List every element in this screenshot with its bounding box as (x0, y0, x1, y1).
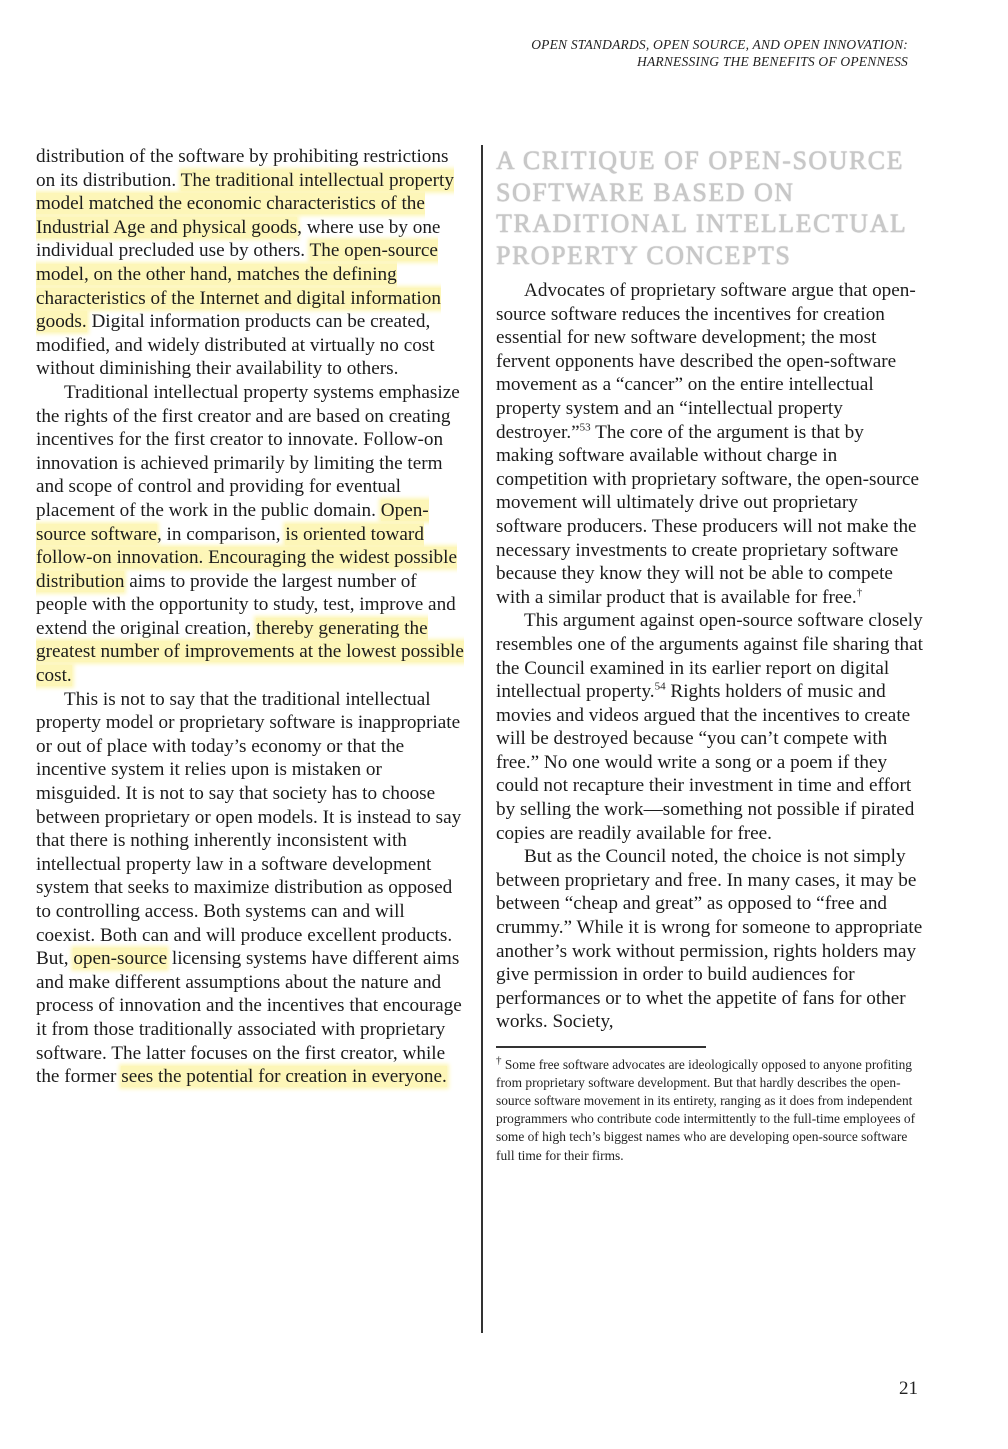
text: , where use by one individual precluded use by others. (36, 216, 441, 262)
highlighted-text: thereby generating the greatest number of improvements at the lowest possible cost. (36, 617, 464, 687)
text: Digital information products can be created, modified, and widely distributed at virtually no cost without diminishing their availability to others. (36, 311, 435, 380)
paragraph (36, 145, 466, 381)
paragraph: But as the Council noted, the choice is not simply between proprietary and free. In many cases, it may be between “cheap and great” as opposed to “free and crummy.” While it is wrong for someone to appropriate another’s work without permission, rights holders may give permission in order to build audiences for performances or to whet the appetite of fans for other works. Society, (496, 846, 923, 1033)
paragraph (496, 609, 926, 845)
paragraph (36, 381, 466, 688)
footnote-ref[interactable]: † (856, 586, 863, 599)
page-number: 21 (899, 1378, 918, 1399)
text: distribution of the software by prohibiting restrictions on its distribution. (36, 146, 449, 191)
text: Rights holders of music and movies and videos argued that the incentives to create will be destroyed because “you can’t compete with free.” No one would write a song or a poem if they could not recapture their investment in time and effort by selling the work—something not possible if pirated copies are readily available for free. (496, 681, 915, 844)
text: aims to provide the largest number of people with the opportunity to study, test, improve and extend the original creation, (36, 570, 456, 639)
footnote-marker: † (496, 1054, 502, 1067)
footnote-ref[interactable]: 53 (579, 421, 591, 434)
footnote-text: Some free software advocates are ideologically opposed to anyone profiting from proprietary software development. But that hardly describes the open-source software movement in its entirety, ranging as it does from independent programmers who contribute code intermittently to the full-time employees of some of high tech’s biggest names who are developing open-source software full time for their firms. (496, 1056, 916, 1163)
running-head-line-1: OPEN STANDARDS, OPEN SOURCE, AND OPEN INNOVATION: (531, 37, 908, 52)
text: The core of the argument is that by making software available without charge in competition with proprietary software, the open-source movement will ultimately drive out proprietary software producers. These producers will not make the necessary investments to create proprietary software because they know they will not be able to compete with a similar product that is available for free. (496, 421, 920, 608)
text: This argument against open-source software closely resembles one of the arguments against file sharing that the Council examined in its earlier report on digital intellectual property. (496, 610, 923, 703)
text: Advocates of proprietary software argue that open-source software reduces the incentives for creation essential for new software development; the most fervent opponents have described the open-software movement as a “cancer” on the entire intellectual property system and an “intellectual property destroyer.” (496, 280, 916, 443)
paragraph (36, 688, 466, 1089)
highlighted-text: Open-source software (36, 499, 429, 545)
running-head-line-2: HARNESSING THE BENEFITS OF OPENNESS (637, 54, 908, 69)
footnote (496, 1056, 926, 1165)
highlighted-text: sees the potential for creation in everyone. (121, 1066, 447, 1088)
left-column (36, 145, 466, 1089)
text: licensing systems have different aims and make different assumptions about the nature and process of innovation and the incentives that encourage it from those traditionally associated with proprietary software. The latter focuses on the first creator, while the former (36, 948, 462, 1088)
footnote-divider (496, 1046, 706, 1048)
highlighted-text: open-source (73, 948, 168, 970)
section-heading: A CRITIQUE OF OPEN-SOURCE SOFTWARE BASED ON TRADITIONAL INTELLECTUAL PROPERTY CONCEPTS (496, 146, 907, 270)
text: This is not to say that the traditional intellectual property model or proprietary software is inappropriate or out of place with today’s economy or that the incentive system it relies upon is mistaken or misguided. It is not to say that society has to choose between proprietary or open models. It is instead to say that there is nothing inherently inconsistent with intellectual property law in a software development system that seeks to maximize distribution as opposed to controlling access. Both systems can and will coexist. Both can and will produce excellent products. But, (36, 688, 462, 970)
highlighted-text: The open-source model, on the other hand, matches the defining characteristics of the Internet and digital information goods. (36, 240, 441, 333)
running-head (531, 36, 908, 70)
footnote-ref[interactable]: 54 (654, 680, 666, 693)
highlighted-text: The traditional intellectual property model matched the economic characteristics of the Industrial Age and physical goods (36, 169, 454, 238)
text: Traditional intellectual property systems emphasize the rights of the first creator and are based on creating incentives for the first creator to innovate. Follow-on innovation is achieved primarily by limiting the term and scope of control and providing for eventual placement of the work in the public domain. (36, 381, 460, 521)
text: , in comparison, (156, 523, 286, 545)
column-divider (481, 145, 483, 1333)
highlighted-text: is oriented toward follow-on innovation. Encouraging the widest possible distribution (36, 523, 457, 592)
right-column (496, 145, 926, 1165)
paragraph (496, 279, 926, 609)
